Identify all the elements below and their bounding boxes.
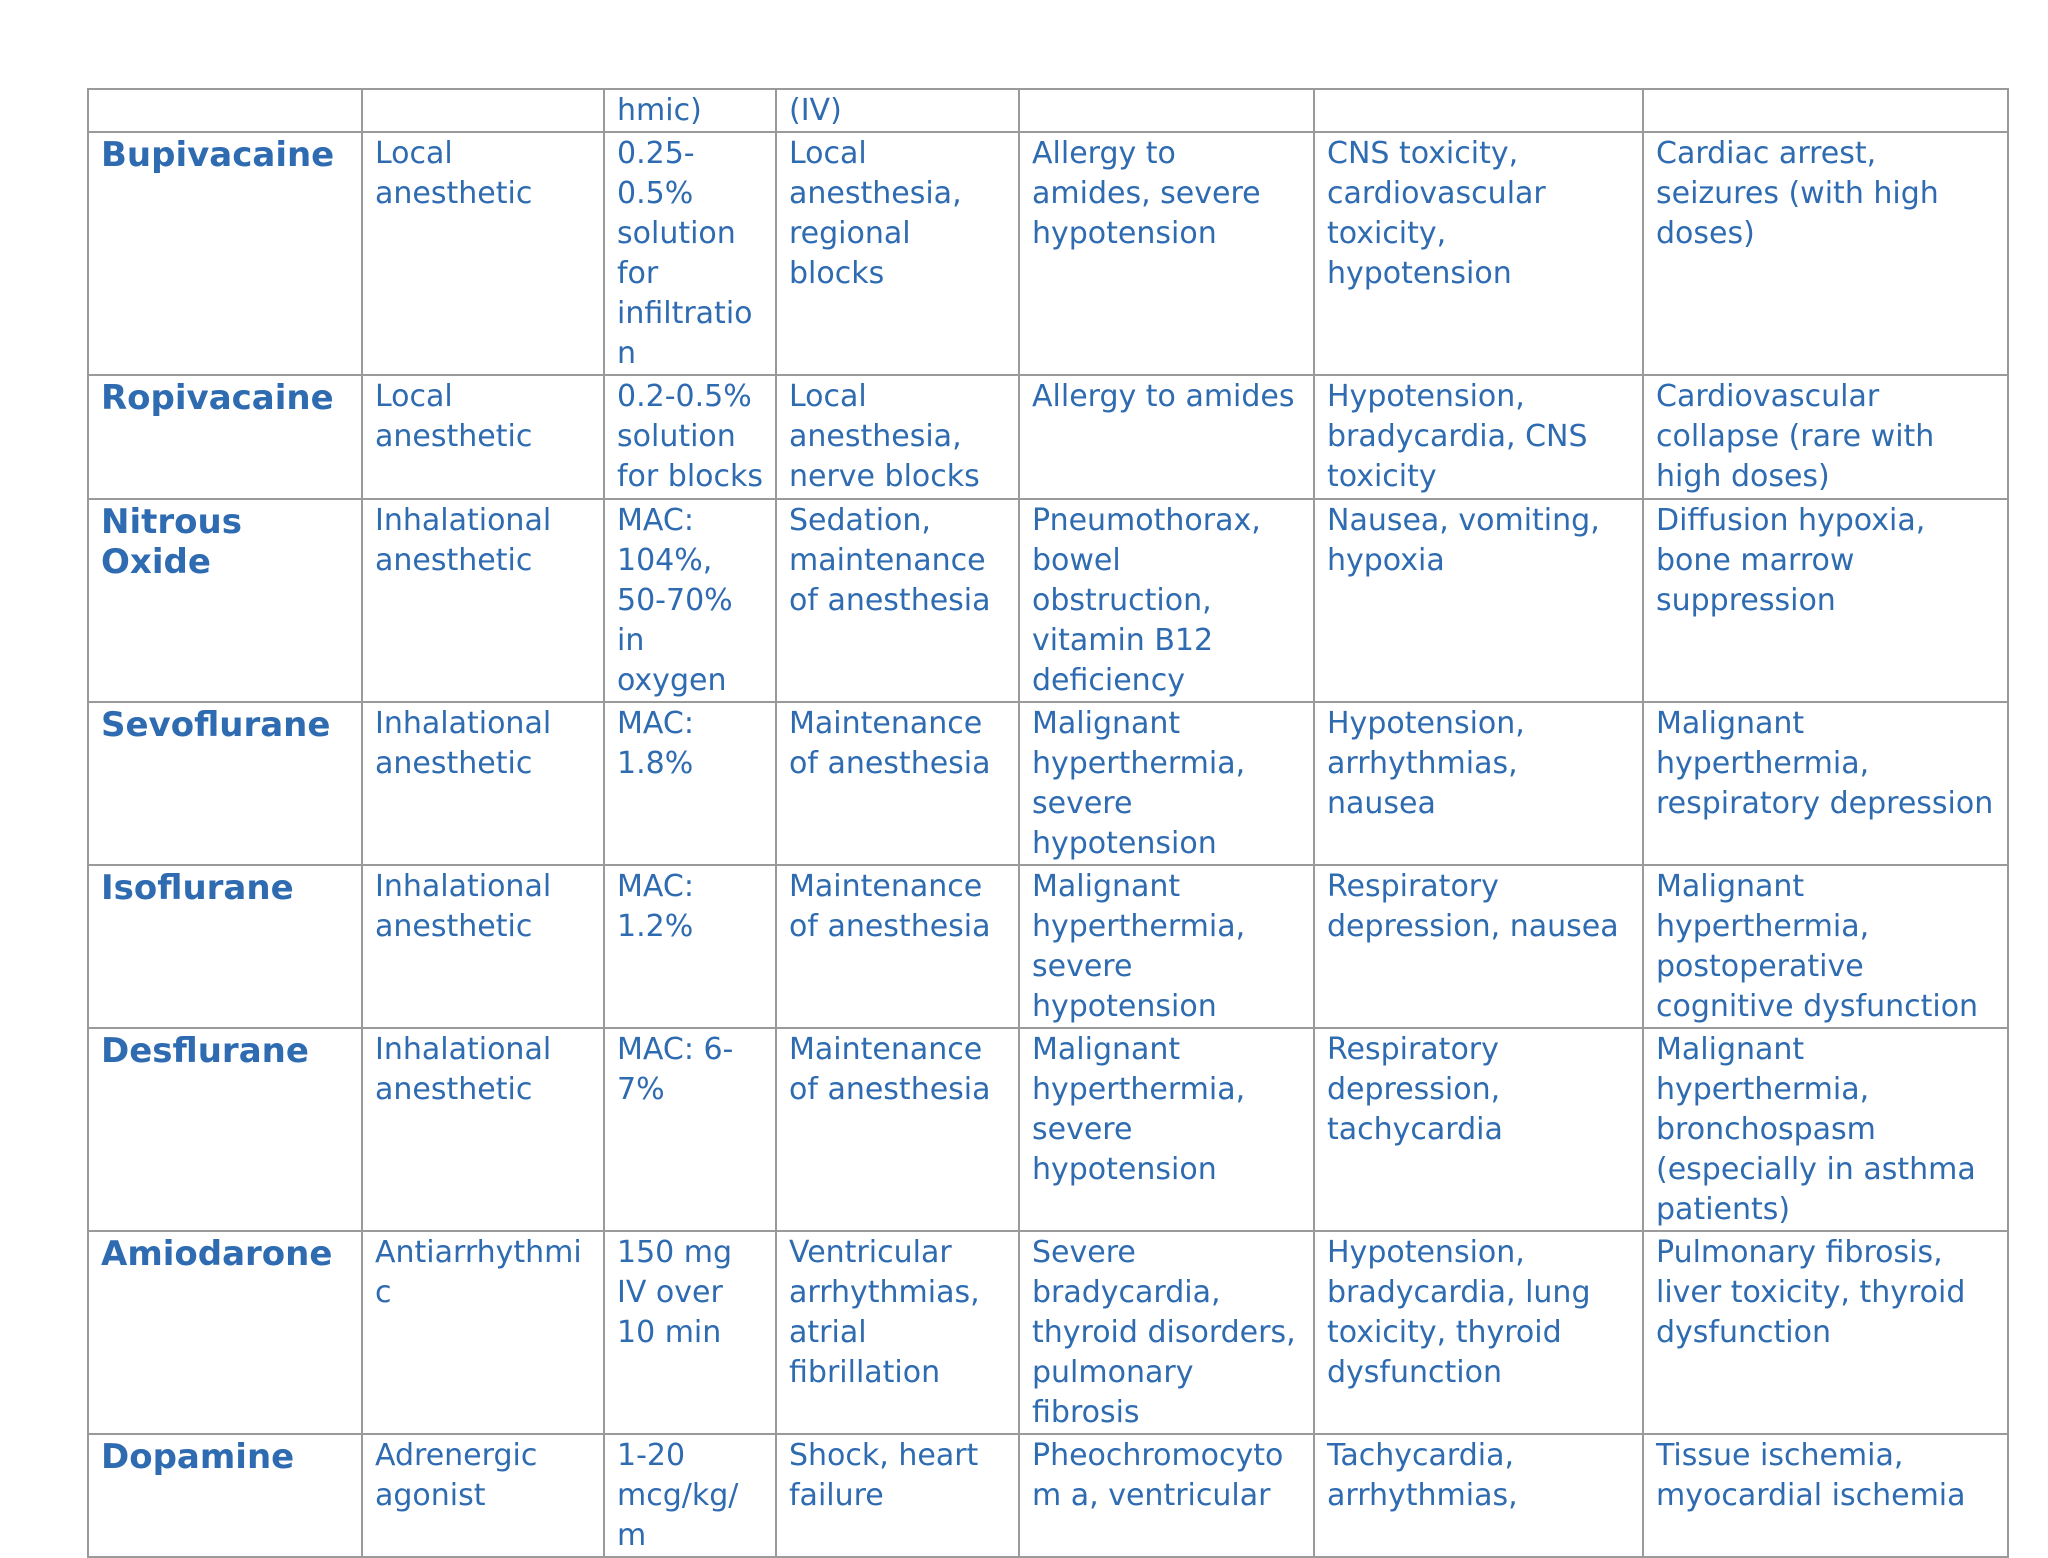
table-row	[88, 375, 2008, 499]
indication-cell: Shock, heart failure	[776, 1434, 1019, 1557]
drug-name-cell: Dopamine	[88, 1434, 362, 1557]
dose-cell: MAC: 1.2%	[604, 865, 776, 1028]
contraindication-cell: Severe bradycardia, thyroid disorders, pulmonary fibrosis	[1019, 1231, 1314, 1434]
contraindication-cell: Pheochromocytom a, ventricular	[1019, 1434, 1314, 1557]
table-row	[88, 499, 2008, 702]
drug-class-cell: Inhalational anesthetic	[362, 1028, 604, 1231]
table-row	[88, 865, 2008, 1028]
drug-name-cell: Desflurane	[88, 1028, 362, 1231]
side-effects-cell: Hypotension, bradycardia, lung toxicity, thyroid dysfunction	[1314, 1231, 1643, 1434]
drug-class-cell: Local anesthetic	[362, 132, 604, 375]
table-row	[88, 702, 2008, 865]
indication-cell: Maintenance of anesthesia	[776, 865, 1019, 1028]
serious-effects-cell: Diffusion hypoxia, bone marrow suppression	[1643, 499, 2008, 702]
dose-cell: 0.2-0.5% solution for blocks	[604, 375, 776, 499]
table-cell	[88, 89, 362, 132]
dose-cell: MAC: 6-7%	[604, 1028, 776, 1231]
table-cell	[1643, 89, 2008, 132]
table-cell: (IV)	[776, 89, 1019, 132]
drug-name-cell: Isoflurane	[88, 865, 362, 1028]
table-row	[88, 1231, 2008, 1434]
serious-effects-cell: Malignant hyperthermia, respiratory depression	[1643, 702, 2008, 865]
drug-name-cell: Amiodarone	[88, 1231, 362, 1434]
drug-name-cell: Sevoflurane	[88, 702, 362, 865]
contraindication-cell: Allergy to amides	[1019, 375, 1314, 499]
continuation-row	[88, 89, 2008, 132]
indication-cell: Sedation, maintenance of anesthesia	[776, 499, 1019, 702]
contraindication-cell: Allergy to amides, severe hypotension	[1019, 132, 1314, 375]
indication-cell: Local anesthesia, nerve blocks	[776, 375, 1019, 499]
indication-cell: Ventricular arrhythmias, atrial fibrillation	[776, 1231, 1019, 1434]
drug-class-cell: Adrenergic agonist	[362, 1434, 604, 1557]
serious-effects-cell: Cardiac arrest, seizures (with high doses)	[1643, 132, 2008, 375]
table-cell	[1314, 89, 1643, 132]
contraindication-cell: Pneumothorax, bowel obstruction, vitamin B12 deficiency	[1019, 499, 1314, 702]
serious-effects-cell: Pulmonary fibrosis, liver toxicity, thyroid dysfunction	[1643, 1231, 2008, 1434]
contraindication-cell: Malignant hyperthermia, severe hypotension	[1019, 702, 1314, 865]
table-row	[88, 1434, 2008, 1557]
contraindication-cell: Malignant hyperthermia, severe hypotension	[1019, 1028, 1314, 1231]
side-effects-cell: Nausea, vomiting, hypoxia	[1314, 499, 1643, 702]
dose-cell: MAC: 104%, 50-70% in oxygen	[604, 499, 776, 702]
dose-cell: 1-20 mcg/kg/m	[604, 1434, 776, 1557]
drug-class-cell: Inhalational anesthetic	[362, 499, 604, 702]
drug-name-cell: Nitrous Oxide	[88, 499, 362, 702]
drug-reference-table	[87, 88, 2009, 1558]
indication-cell: Maintenance of anesthesia	[776, 702, 1019, 865]
serious-effects-cell: Tissue ischemia, myocardial ischemia	[1643, 1434, 2008, 1557]
drug-name-cell: Ropivacaine	[88, 375, 362, 499]
drug-class-cell: Local anesthetic	[362, 375, 604, 499]
dose-cell: 0.25-0.5% solution for infiltration	[604, 132, 776, 375]
contraindication-cell: Malignant hyperthermia, severe hypotension	[1019, 865, 1314, 1028]
serious-effects-cell: Malignant hyperthermia, bronchospasm (especially in asthma patients)	[1643, 1028, 2008, 1231]
side-effects-cell: CNS toxicity, cardiovascular toxicity, hypotension	[1314, 132, 1643, 375]
side-effects-cell: Respiratory depression, tachycardia	[1314, 1028, 1643, 1231]
serious-effects-cell: Cardiovascular collapse (rare with high doses)	[1643, 375, 2008, 499]
table-row	[88, 132, 2008, 375]
table-row	[88, 1028, 2008, 1231]
table-cell	[1019, 89, 1314, 132]
drug-class-cell: Antiarrhythmic	[362, 1231, 604, 1434]
serious-effects-cell: Malignant hyperthermia, postoperative cognitive dysfunction	[1643, 865, 2008, 1028]
indication-cell: Local anesthesia, regional blocks	[776, 132, 1019, 375]
side-effects-cell: Hypotension, bradycardia, CNS toxicity	[1314, 375, 1643, 499]
side-effects-cell: Respiratory depression, nausea	[1314, 865, 1643, 1028]
drug-name-cell: Bupivacaine	[88, 132, 362, 375]
drug-class-cell: Inhalational anesthetic	[362, 702, 604, 865]
side-effects-cell: Hypotension, arrhythmias, nausea	[1314, 702, 1643, 865]
table-cell: hmic)	[604, 89, 776, 132]
table-cell	[362, 89, 604, 132]
dose-cell: 150 mg IV over 10 min	[604, 1231, 776, 1434]
drug-class-cell: Inhalational anesthetic	[362, 865, 604, 1028]
side-effects-cell: Tachycardia, arrhythmias,	[1314, 1434, 1643, 1557]
dose-cell: MAC: 1.8%	[604, 702, 776, 865]
indication-cell: Maintenance of anesthesia	[776, 1028, 1019, 1231]
